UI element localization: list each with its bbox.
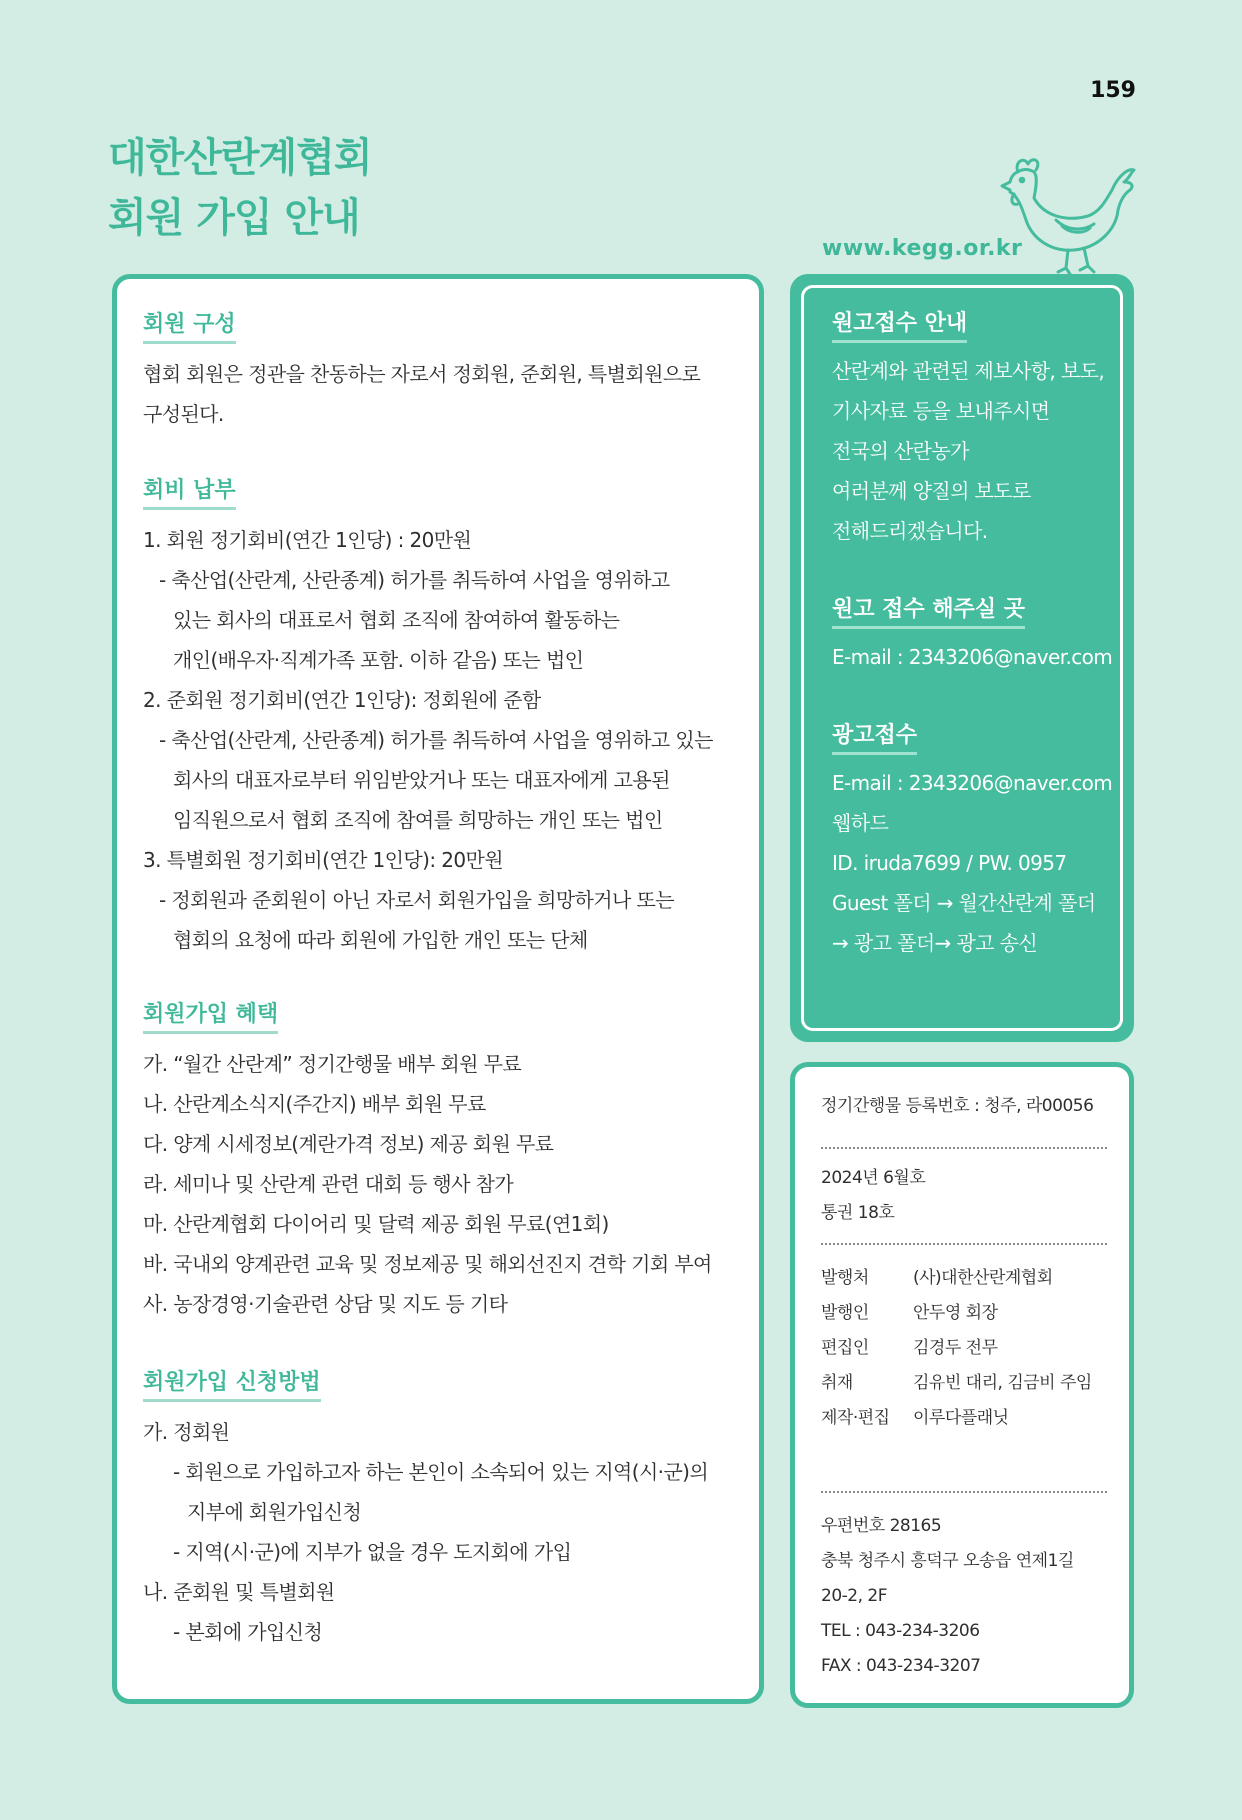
text-line: ID. iruda7699 / PW. 0957 — [832, 851, 1067, 875]
ads-section — [832, 718, 1132, 963]
list-item: - 정회원과 준회원이 아닌 자로서 회원가입을 희망하거나 또는 — [159, 888, 674, 912]
page-title — [108, 128, 371, 248]
section-heading: 회비 납부 — [143, 473, 236, 510]
section-heading: 원고 접수 해주실 곳 — [832, 592, 1025, 629]
text-line: → 광고 폴더→ 광고 송신 — [832, 931, 1038, 955]
credit-row — [821, 1331, 1111, 1366]
credits-block — [821, 1261, 1111, 1436]
telephone: TEL : 043-234-3206 — [821, 1621, 980, 1641]
list-item: - 축산업(산란계, 산란종계) 허가를 취득하여 사업을 영위하고 있는 — [159, 728, 713, 752]
list-item: 가. 정회원 — [143, 1420, 230, 1444]
list-item: 바. 국내외 양계관련 교육 및 정보제공 및 해외선진지 견학 기회 부여 — [143, 1252, 712, 1276]
list-item: 다. 양계 시세정보(계란가격 정보) 제공 회원 무료 — [143, 1132, 554, 1156]
website-url[interactable]: www.kegg.or.kr — [822, 236, 1023, 261]
credit-label: 제작·편집 — [821, 1408, 890, 1428]
address-block — [821, 1509, 1111, 1684]
section-heading: 원고접수 안내 — [832, 306, 967, 343]
list-item: 회사의 대표자로부터 위임받았거나 또는 대표자에게 고용된 — [173, 768, 670, 792]
section-heading: 회원가입 신청방법 — [143, 1365, 321, 1402]
list-item: 나. 산란계소식지(주간지) 배부 회원 무료 — [143, 1092, 486, 1116]
fees-section — [143, 473, 743, 960]
list-item: 협회의 요청에 따라 회원에 가입한 개인 또는 단체 — [173, 928, 588, 952]
list-item: 지부에 회원가입신청 — [187, 1500, 362, 1524]
registration-number: 정기간행물 등록번호 : 청주, 라00056 — [821, 1096, 1094, 1116]
section-heading: 회원 구성 — [143, 307, 236, 344]
issue-total: 통권 18호 — [821, 1203, 895, 1223]
postal-code: 우편번호 28165 — [821, 1516, 942, 1536]
text-line: 기사자료 등을 보내주시면 — [832, 399, 1050, 423]
list-item: 나. 준회원 및 특별회원 — [143, 1580, 335, 1604]
credit-row — [821, 1296, 1111, 1331]
title-line-2: 회원 가입 안내 — [108, 195, 360, 241]
email-link[interactable]: E-mail : 2343206@naver.com — [832, 771, 1113, 795]
benefits-section — [143, 997, 743, 1324]
address-line: 20-2, 2F — [821, 1586, 887, 1606]
submission-panel — [790, 274, 1134, 1042]
list-item: 개인(배우자·직계가족 포함. 이하 같음) 또는 법인 — [173, 648, 584, 672]
composition-section — [143, 307, 743, 434]
list-item: 3. 특별회원 정기회비(연간 1인당): 20만원 — [143, 848, 503, 872]
text-line: 전국의 산란농가 — [832, 439, 969, 463]
credit-value: 김경두 전무 — [913, 1338, 998, 1358]
issue-date: 2024년 6월호 — [821, 1168, 926, 1188]
fax: FAX : 043-234-3207 — [821, 1656, 981, 1676]
email-link[interactable]: E-mail : 2343206@naver.com — [832, 645, 1113, 669]
registration-block — [821, 1089, 1111, 1124]
list-item: - 회원으로 가입하고자 하는 본인이 소속되어 있는 지역(시·군)의 — [173, 1460, 709, 1484]
credit-value: 김유빈 대리, 김금비 주임 — [913, 1373, 1092, 1393]
credit-label: 발행처 — [821, 1268, 869, 1288]
list-item: 임직원으로서 협회 조직에 참여를 희망하는 개인 또는 법인 — [173, 808, 663, 832]
membership-info-panel — [112, 274, 764, 1704]
section-heading: 광고접수 — [832, 718, 917, 755]
divider — [821, 1147, 1107, 1149]
submission-where-section — [832, 592, 1132, 677]
page-number: 159 — [1090, 78, 1136, 103]
list-item: - 축산업(산란계, 산란종계) 허가를 취득하여 사업을 영위하고 — [159, 568, 670, 592]
text-line: 산란계와 관련된 제보사항, 보도, — [832, 359, 1105, 383]
list-item: 라. 세미나 및 산란계 관련 대회 등 행사 참가 — [143, 1172, 514, 1196]
text-line: 협회 회원은 정관을 찬동하는 자로서 정회원, 준회원, 특별회원으로 — [143, 362, 701, 386]
list-item: 2. 준회원 정기회비(연간 1인당): 정회원에 준함 — [143, 688, 541, 712]
credit-value: (사)대한산란계협회 — [913, 1268, 1053, 1288]
credit-value: 안두영 회장 — [913, 1303, 998, 1323]
application-section — [143, 1365, 743, 1652]
submission-panel-frame — [801, 285, 1123, 1031]
section-heading: 회원가입 혜택 — [143, 997, 278, 1034]
list-item: 있는 회사의 대표로서 협회 조직에 참여하여 활동하는 — [173, 608, 620, 632]
publication-info-panel — [790, 1062, 1134, 1708]
text-line: 구성된다. — [143, 402, 224, 426]
credit-value: 이루다플래닛 — [913, 1408, 1009, 1428]
list-item: 가. “월간 산란계” 정기간행물 배부 회원 무료 — [143, 1052, 522, 1076]
credit-row — [821, 1401, 1111, 1436]
list-item: - 본회에 가입신청 — [173, 1620, 323, 1644]
credit-label: 취재 — [821, 1373, 853, 1393]
text-line: Guest 폴더 → 월간산란계 폴더 — [832, 891, 1096, 915]
list-item: 1. 회원 정기회비(연간 1인당) : 20만원 — [143, 528, 472, 552]
submission-guide-section — [832, 306, 1132, 551]
list-item: 사. 농장경영·기술관련 상담 및 지도 등 기타 — [143, 1292, 508, 1316]
list-item: 마. 산란계협회 다이어리 및 달력 제공 회원 무료(연1회) — [143, 1212, 609, 1236]
credit-label: 편집인 — [821, 1338, 869, 1358]
list-item: - 지역(시·군)에 지부가 없을 경우 도지회에 가입 — [173, 1540, 572, 1564]
text-line: 여러분께 양질의 보도로 — [832, 479, 1031, 503]
issue-block — [821, 1161, 1111, 1231]
title-line-1: 대한산란계협회 — [108, 135, 372, 181]
text-line: 웹하드 — [832, 811, 889, 835]
divider — [821, 1243, 1107, 1245]
credit-row — [821, 1366, 1111, 1401]
text-line: 전해드리겠습니다. — [832, 519, 988, 543]
address-line: 충북 청주시 흥덕구 오송읍 연제1길 — [821, 1551, 1074, 1571]
credit-row — [821, 1261, 1111, 1296]
credit-label: 발행인 — [821, 1303, 869, 1323]
divider — [821, 1491, 1107, 1493]
